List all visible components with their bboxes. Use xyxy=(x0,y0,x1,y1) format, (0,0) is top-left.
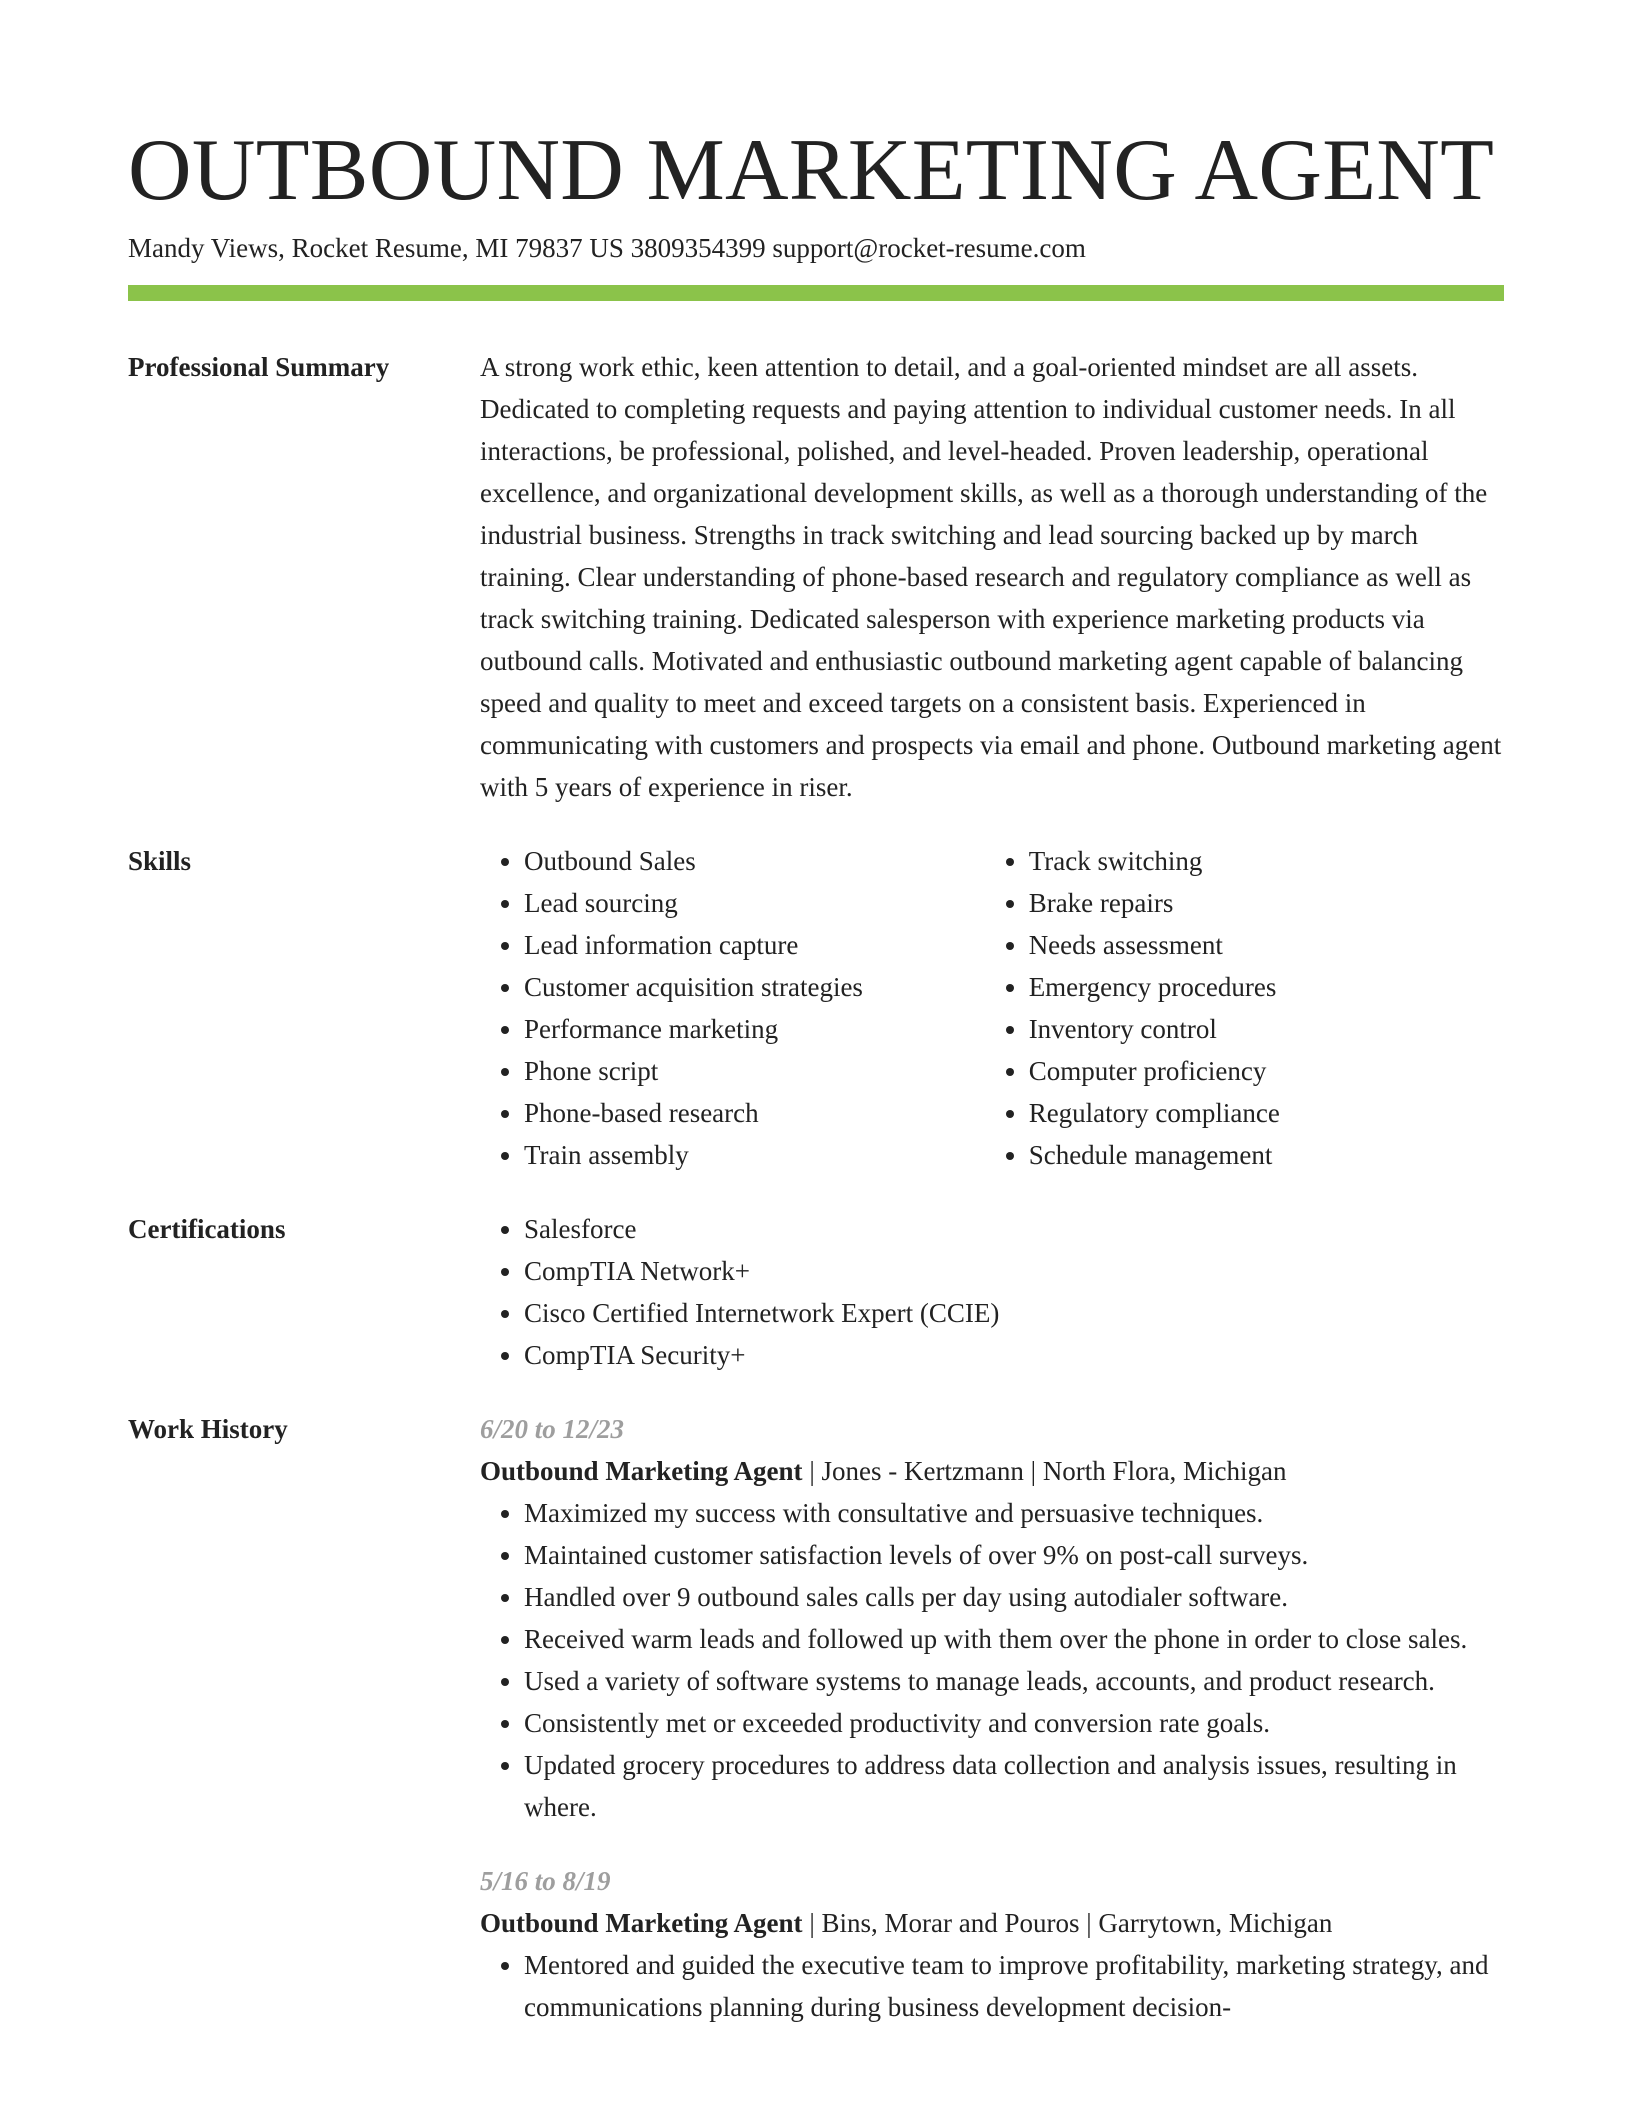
summary-heading: Professional Summary xyxy=(128,352,390,382)
skills-list-right xyxy=(985,840,1504,1176)
contact-phone: 3809354399 xyxy=(630,233,766,263)
accent-divider xyxy=(128,285,1504,301)
contact-name: Mandy Views, xyxy=(128,233,285,263)
contact-email: support@rocket-resume.com xyxy=(772,233,1086,263)
skill-item: • Emergency procedures xyxy=(1029,966,1504,1008)
summary-body xyxy=(480,346,1504,808)
resume-title: OUTBOUND MARKETING AGENT xyxy=(128,122,1495,219)
job-dates: 6/20 to 12/23 xyxy=(480,1414,625,1444)
contact-location: Rocket Resume, MI 79837 US xyxy=(291,233,624,263)
skill-item: • Customer acquisition strategies xyxy=(524,966,985,1008)
skill-item: • Outbound Sales xyxy=(524,840,985,882)
skill-item: • Needs assessment xyxy=(1029,924,1504,966)
job-entry xyxy=(480,1860,1504,2028)
job-bullet: • Mentored and guided the executive team to improve profitability, marketing strategy, and communications planning during business development decision- xyxy=(524,1944,1504,2028)
skills-body xyxy=(480,840,1504,1176)
job-headline: Outbound Marketing Agent | Jones - Kertzmann | North Flora, Michigan xyxy=(480,1456,1287,1486)
job-bullet: • Used a variety of software systems to manage leads, accounts, and product research. xyxy=(524,1660,1504,1702)
job-role: Outbound Marketing Agent xyxy=(480,1908,803,1938)
skill-item: • Computer proficiency xyxy=(1029,1050,1504,1092)
skill-item: • Phone script xyxy=(524,1050,985,1092)
work-history-heading: Work History xyxy=(128,1414,288,1444)
certifications-heading: Certifications xyxy=(128,1214,286,1244)
job-bullets xyxy=(480,1944,1504,2028)
contact-line xyxy=(128,230,1086,266)
summary-text: A strong work ethic, keen attention to detail, and a goal-oriented mindset are all assets. Dedicated to completing requests and paying attention to individual customer needs. In all interactions, be professional, polished, and level-headed. Proven leadership, operational excellence, and organizational development skills, as well as a thorough understanding of the industrial business. Strengths in track switching and lead sourcing backed up by march training. Clear understanding of phone-based research and regulatory compliance as well as track switching training. Dedicated salesperson with experience marketing products via outbound calls. Motivated and enthusiastic outbound marketing agent capable of balancing speed and quality to meet and exceed targets on a consistent basis. Experienced in communicating with customers and prospects via email and phone. Outbound marketing agent with 5 years of experience in riser. xyxy=(480,352,1502,802)
certifications-list xyxy=(480,1208,1504,1376)
skill-item: • Regulatory compliance xyxy=(1029,1092,1504,1134)
skill-item: • Train assembly xyxy=(524,1134,985,1176)
skill-item: • Brake repairs xyxy=(1029,882,1504,924)
job-location: Garrytown, Michigan xyxy=(1098,1908,1333,1938)
job-bullet: • Handled over 9 outbound sales calls per day using autodialer software. xyxy=(524,1576,1504,1618)
job-location: North Flora, Michigan xyxy=(1042,1456,1287,1486)
job-company: Jones - Kertzmann xyxy=(821,1456,1024,1486)
skills-list-left xyxy=(480,840,985,1176)
skill-item: • Lead sourcing xyxy=(524,882,985,924)
job-bullet: • Updated grocery procedures to address data collection and analysis issues, resulting in where. xyxy=(524,1744,1504,1828)
certifications-body xyxy=(480,1208,1504,1376)
certification-item: • CompTIA Security+ xyxy=(524,1334,1504,1376)
job-company: Bins, Morar and Pouros xyxy=(821,1908,1080,1938)
job-dates: 5/16 to 8/19 xyxy=(480,1866,611,1896)
skill-item: • Phone-based research xyxy=(524,1092,985,1134)
job-headline: Outbound Marketing Agent | Bins, Morar and Pouros | Garrytown, Michigan xyxy=(480,1908,1333,1938)
job-role: Outbound Marketing Agent xyxy=(480,1456,803,1486)
job-bullet: • Maintained customer satisfaction levels of over 9% on post-call surveys. xyxy=(524,1534,1504,1576)
work-history-body xyxy=(480,1408,1504,2028)
certification-item: • Salesforce xyxy=(524,1208,1504,1250)
skill-item: • Schedule management xyxy=(1029,1134,1504,1176)
skills-heading: Skills xyxy=(128,846,192,876)
skill-item: • Inventory control xyxy=(1029,1008,1504,1050)
certification-item: • CompTIA Network+ xyxy=(524,1250,1504,1292)
certification-item: • Cisco Certified Internetwork Expert (CCIE) xyxy=(524,1292,1504,1334)
skill-item: • Performance marketing xyxy=(524,1008,985,1050)
job-entry xyxy=(480,1408,1504,1828)
skill-item: • Track switching xyxy=(1029,840,1504,882)
job-bullets xyxy=(480,1492,1504,1828)
skill-item: • Lead information capture xyxy=(524,924,985,966)
job-bullet: • Maximized my success with consultative and persuasive techniques. xyxy=(524,1492,1504,1534)
job-bullet: • Received warm leads and followed up with them over the phone in order to close sales. xyxy=(524,1618,1504,1660)
job-bullet: • Consistently met or exceeded productivity and conversion rate goals. xyxy=(524,1702,1504,1744)
